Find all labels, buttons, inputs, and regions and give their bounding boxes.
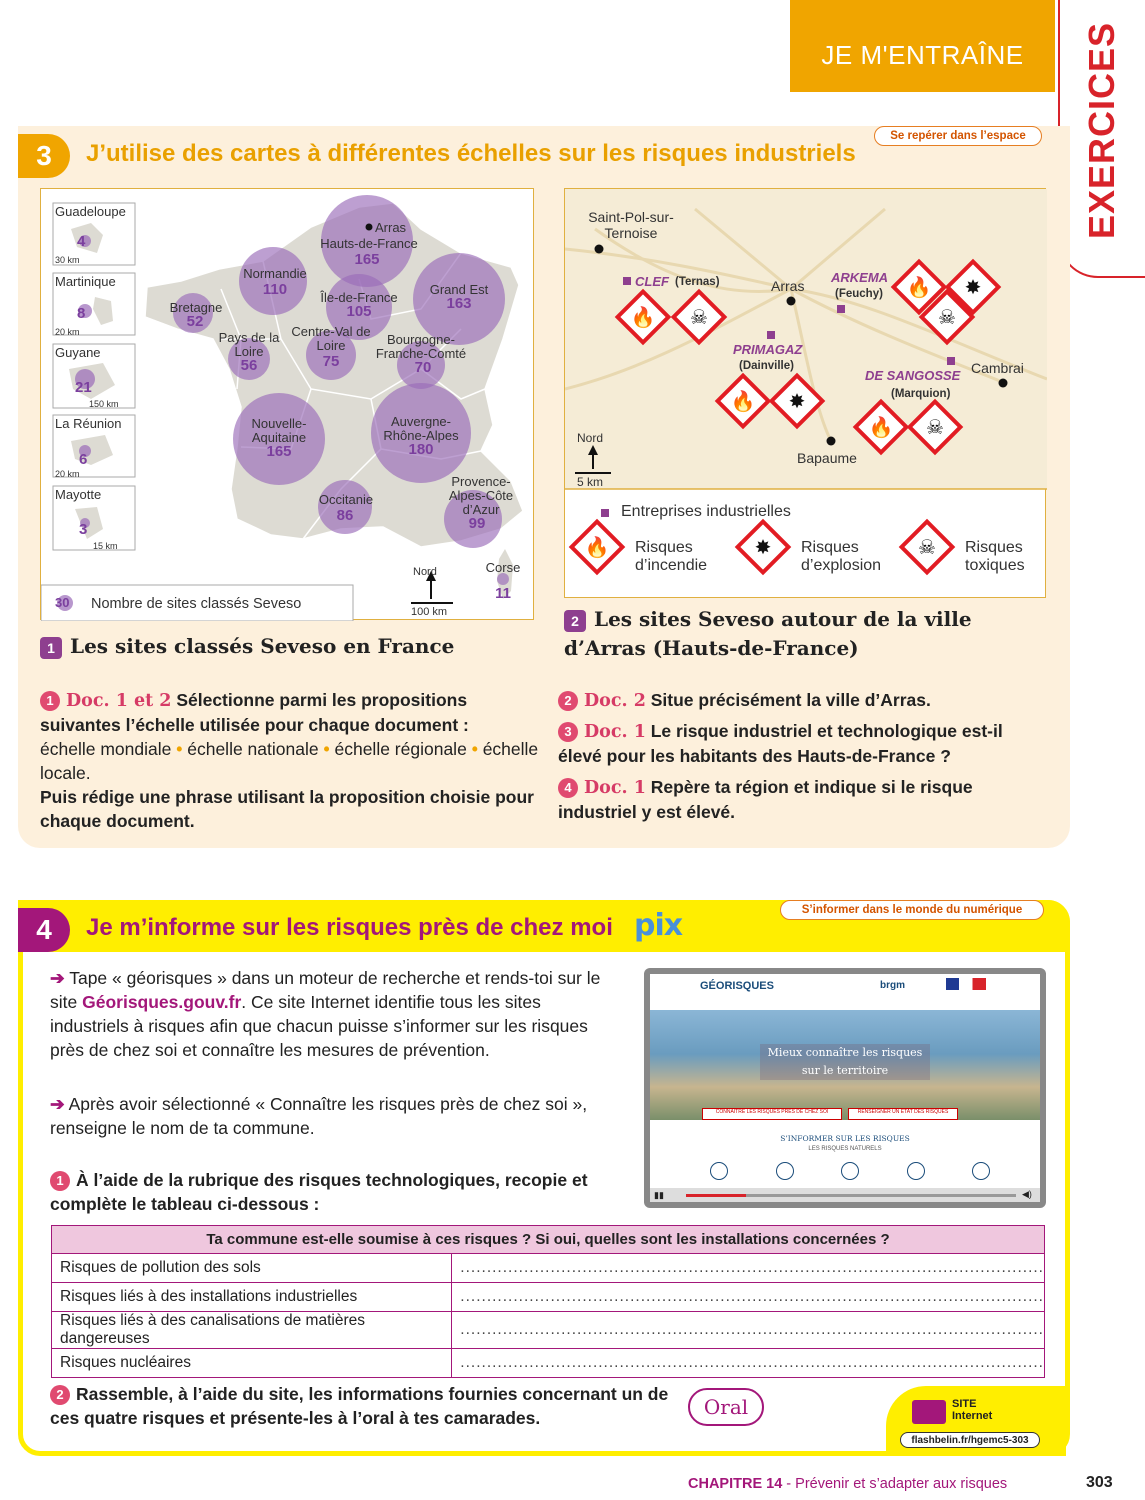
doc-reference: Doc. 1 [584, 778, 646, 798]
inset-value: 8 [77, 305, 86, 322]
region-name: Centre-Val de Loire [291, 324, 371, 353]
georisques-screenshot [644, 968, 1046, 1208]
inset-name: Martinique [55, 274, 116, 289]
play-icon[interactable]: ▮▮ [654, 1190, 664, 1200]
q-text: Situe précisément la ville d’Arras. [645, 690, 931, 710]
step-text: Après avoir sélectionné « Connaître les risques près de chez soi », renseigne le nom de ta commune. [50, 1094, 588, 1138]
region-value: 165 [354, 251, 380, 268]
region-value: 56 [240, 357, 258, 374]
doc1-caption-text: Les sites classés Seveso en France [70, 634, 455, 658]
answer-cell[interactable]: .............................................................................................................. [452, 1349, 1045, 1378]
skill-badge: S’informer dans le monde du numérique [780, 900, 1044, 920]
table-row [52, 1349, 1045, 1378]
doc2-caption [564, 606, 1054, 664]
company-name: ARKEMA [831, 270, 889, 285]
region-value: 105 [346, 303, 372, 320]
inset-value: 21 [75, 379, 92, 396]
inset-name: Mayotte [55, 487, 102, 502]
footer-separator: - [782, 1476, 796, 1492]
site-label-sub: Internet [952, 1410, 993, 1422]
north-label: Nord [577, 431, 604, 445]
arras-dot [366, 224, 373, 231]
site-url[interactable]: flashbelin.fr/hgemc5-303 [900, 1432, 1040, 1448]
option: échelle locale. [40, 739, 539, 783]
risk-table [51, 1225, 1045, 1378]
georisques-link[interactable]: Géorisques.gouv.fr [82, 992, 242, 1012]
doc2-caption-text: Les sites Seveso autour de la ville d’Arras (Hauts-de-France) [564, 607, 972, 660]
exercise-3-title: J’utilise des cartes à différentes échelles sur les risques industriels [86, 140, 856, 167]
region-value: 163 [446, 295, 472, 312]
region-name: Hauts-de-France [320, 236, 418, 251]
inset-scale: 30 km [55, 255, 80, 265]
q-text-end: Puis rédige une phrase utilisant la proposition choisie pour chaque document. [40, 787, 534, 831]
company-place: (Marquion) [891, 388, 951, 400]
city-label: Arras [771, 278, 805, 294]
doc1-badge: 1 [40, 637, 62, 659]
france-seveso-map [40, 188, 534, 620]
option: échelle régionale [334, 739, 467, 759]
risk-icon[interactable] [841, 1162, 859, 1180]
svg-text:☠: ☠ [938, 305, 956, 329]
legend-fire: Risques d’incendie [635, 539, 708, 574]
inset-value: 6 [79, 451, 88, 468]
volume-icon[interactable]: ◀) [1022, 1189, 1032, 1199]
risk-icon[interactable] [776, 1162, 794, 1180]
doc1-caption [40, 634, 454, 659]
inset-value: 3 [79, 521, 88, 538]
inset-name: Guyane [55, 345, 101, 360]
svg-text:🔥: 🔥 [730, 389, 756, 413]
region-name: Nouvelle-Aquitaine [251, 416, 307, 445]
hero-button-2[interactable]: RENSEIGNER UN ÉTAT DES RISQUES [848, 1108, 958, 1120]
company-place: (Ternas) [675, 276, 720, 288]
region-name: Corse [485, 560, 521, 575]
progress-track[interactable] [746, 1194, 1016, 1197]
svg-text:🔥: 🔥 [630, 305, 656, 329]
company-place: (Dainville) [739, 360, 794, 372]
arras-map-svg [565, 189, 1047, 599]
region-value: 86 [336, 507, 354, 524]
region-value: 11 [495, 585, 511, 602]
company-place: (Feuchy) [835, 288, 883, 300]
ex3-question-4 [558, 775, 1048, 824]
region-value: 99 [468, 515, 486, 532]
site-label [952, 1398, 992, 1422]
ex3-question-3 [558, 719, 1048, 768]
ex4-step: ➔ Après avoir sélectionné « Connaître les risques près de chez soi », renseigne le nom de ta commune. [50, 1094, 588, 1138]
row-label: Risques liés à des canalisations de matières dangereuses [52, 1312, 452, 1349]
region-name: Occitanie [318, 492, 374, 507]
answer-cell[interactable]: .............................................................................................................. [452, 1254, 1045, 1283]
region-name: Île-de-France [320, 290, 398, 305]
region-name: Bretagne [169, 300, 223, 315]
footer [688, 1476, 1007, 1492]
region-value: 75 [322, 353, 340, 370]
table-row [52, 1312, 1045, 1349]
ex3-question-2 [558, 688, 1048, 713]
chapter-subtitle: Prévenir et s’adapter aux risques [795, 1476, 1008, 1492]
q-number: 1 [40, 691, 60, 711]
page-number: 303 [1086, 1474, 1113, 1491]
region-value: 52 [186, 313, 204, 330]
exercise-4-title: Je m’informe sur les risques près de chez moi [86, 914, 613, 941]
flag-icon [946, 978, 986, 990]
region-name: Pays de la Loire [218, 330, 280, 359]
arras-seveso-map [564, 188, 1046, 598]
table-row [52, 1283, 1045, 1312]
ex4-intro: ➔ Tape « géorisques » dans un moteur de recherche et rends-toi sur le site Géorisques.gouv.fr. Ce site Internet identifie tous les sites industriels à risques afin que chacun puisse s’informer sur les risques près de chez soi et connaître les mesures de prévention. [50, 968, 601, 1060]
inset-scale: 150 km [89, 399, 119, 409]
exercise-3-number: 3 [18, 134, 70, 178]
scale-label: 5 km [577, 475, 604, 489]
region-name: Normandie [243, 266, 307, 281]
risk-table-wrapper [51, 1225, 1045, 1378]
section-banner: JE M'ENTRAÎNE [790, 0, 1055, 92]
doc-reference: Doc. 1 et 2 [66, 691, 172, 711]
svg-text:☠: ☠ [926, 415, 944, 439]
intro-text: Tape « géorisques » dans un moteur de recherche et rends-toi sur le site [50, 968, 601, 1012]
q-number: 2 [50, 1385, 70, 1405]
chapter-label: CHAPITRE 14 [688, 1476, 783, 1492]
region-name: Grand Est [429, 282, 489, 297]
city-label: Saint-Pol-sur-Ternoise [588, 209, 674, 241]
ex3-question-1: 1 Doc. 1 et 2 Sélectionne parmi les propositions suivantes l’échelle utilisée pour chaque document : échelle mondiale • échelle nationale • échelle régionale • échelle locale. Puis rédige une phrase utilisant la proposition choisie pour chaque document. [40, 690, 539, 831]
laptop-icon [912, 1400, 946, 1424]
doc-reference: Doc. 1 [584, 722, 646, 742]
inset-name: La Réunion [55, 416, 122, 431]
svg-text:🔥: 🔥 [868, 415, 894, 439]
exercise-4-number: 4 [18, 908, 70, 952]
inset-name: Guadeloupe [55, 204, 126, 219]
video-controls [650, 1188, 1040, 1202]
progress-fill [686, 1194, 746, 1197]
company-name: DE SANGOSSE [865, 368, 961, 383]
region-value: 70 [414, 359, 432, 376]
inset-scale: 20 km [55, 327, 80, 337]
legend-label: Nombre de sites classés Seveso [91, 596, 302, 612]
company-name: PRIMAGAZ [733, 342, 803, 357]
row-label: Risques nucléaires [52, 1349, 452, 1378]
doc2-badge: 2 [564, 610, 586, 632]
inset-scale: 20 km [55, 469, 80, 479]
inset-value: 4 [77, 233, 86, 250]
svg-text:☠: ☠ [918, 535, 936, 559]
intro-text-end: . Ce site Internet identifie tous les sites industriels à risques afin que chacun puisse s’informer sur les risques près de chez soi et connaître les mesures de prévention. [50, 992, 588, 1060]
q-number: 3 [558, 722, 578, 742]
company-name: CLEF [635, 274, 669, 289]
table-row [52, 1254, 1045, 1283]
city-label: Cambrai [971, 360, 1024, 376]
risk-icon[interactable] [972, 1162, 990, 1180]
ex4-question-1 [50, 1168, 630, 1216]
answer-cell[interactable]: .............................................................................................................. [452, 1312, 1045, 1349]
risk-icon[interactable] [710, 1162, 728, 1180]
scale-label: 100 km [411, 606, 448, 618]
region-value: 165 [266, 443, 292, 460]
section-sub: LES RISQUES NATURELS [808, 1146, 882, 1152]
q-number: 4 [558, 778, 578, 798]
region-name: Auvergne-Rhône-Alpes [383, 414, 459, 443]
screenshot-frame [650, 974, 1040, 1202]
q-text: Sélectionne parmi les propositions suivantes l’échelle utilisée pour chaque document : [40, 690, 469, 735]
option: échelle mondiale [40, 739, 172, 759]
svg-text:🔥: 🔥 [584, 535, 610, 559]
legend-toxic: Risques toxiques [965, 539, 1025, 574]
svg-text:✸: ✸ [964, 275, 982, 299]
legend-companies: Entreprises industrielles [621, 503, 791, 520]
city-label: Bapaume [797, 450, 857, 466]
q-text: Rassemble, à l’aide du site, les informations fournies concernant un de ces quatre risques et présente-les à l’oral à tes camarades. [50, 1384, 669, 1428]
region-value: 110 [262, 281, 288, 298]
city-label: Arras [375, 220, 407, 235]
site-label-title: SITE [952, 1398, 977, 1410]
region-name: Bourgogne-Franche-Comté [375, 332, 467, 361]
oral-badge: Oral [688, 1388, 764, 1426]
q-text: Repère ta région et indique si le risque industriel y est élevé. [558, 777, 973, 822]
brgm-logo: brgm [880, 980, 905, 991]
side-tab-label: EXERCICES [1081, 21, 1122, 239]
row-label: Risques liés à des installations industrielles [52, 1283, 452, 1312]
inset-scale: 15 km [93, 541, 118, 551]
hero-text: Mieux connaître les risques sur le territoire [760, 1044, 930, 1080]
option: échelle nationale [187, 739, 319, 759]
row-label: Risques de pollution des sols [52, 1254, 452, 1283]
q-number: 1 [50, 1171, 70, 1191]
svg-text:🔥: 🔥 [906, 275, 932, 299]
svg-text:☠: ☠ [690, 305, 708, 329]
region-value: 180 [408, 441, 434, 458]
risk-icon[interactable] [907, 1162, 925, 1180]
q-number: 2 [558, 691, 578, 711]
table-header: Ta commune est-elle soumise à ces risques ? Si oui, quelles sont les installations concernées ? [52, 1226, 1045, 1254]
hero-button-1[interactable]: CONNAÎTRE LES RISQUES PRÈS DE CHEZ SOI [702, 1108, 842, 1120]
section-title: S’INFORMER SUR LES RISQUES [780, 1134, 910, 1143]
svg-text:✸: ✸ [788, 389, 806, 413]
legend-value: 30 [55, 595, 70, 610]
q-text: Le risque industriel et technologique est-il élevé pour les habitants des Hauts-de-France ? [558, 721, 1003, 766]
doc-reference: Doc. 2 [584, 691, 646, 711]
skill-badge: Se repérer dans l’espace [874, 126, 1042, 146]
site-logo: GÉORISQUES [700, 980, 774, 992]
pix-logo: pix [634, 908, 683, 943]
legend-explosion: Risques d’explosion [801, 539, 882, 574]
region-name: Provence-Alpes-Côte d’Azur [448, 474, 514, 517]
north-label: Nord [413, 566, 437, 578]
q-text: À l’aide de la rubrique des risques technologiques, recopie et complète le tableau ci-dessous : [50, 1170, 588, 1214]
answer-cell[interactable]: .............................................................................................................. [452, 1283, 1045, 1312]
svg-text:✸: ✸ [754, 535, 772, 559]
risk-icons-row [710, 1162, 990, 1182]
ex4-question-2 [50, 1382, 680, 1430]
